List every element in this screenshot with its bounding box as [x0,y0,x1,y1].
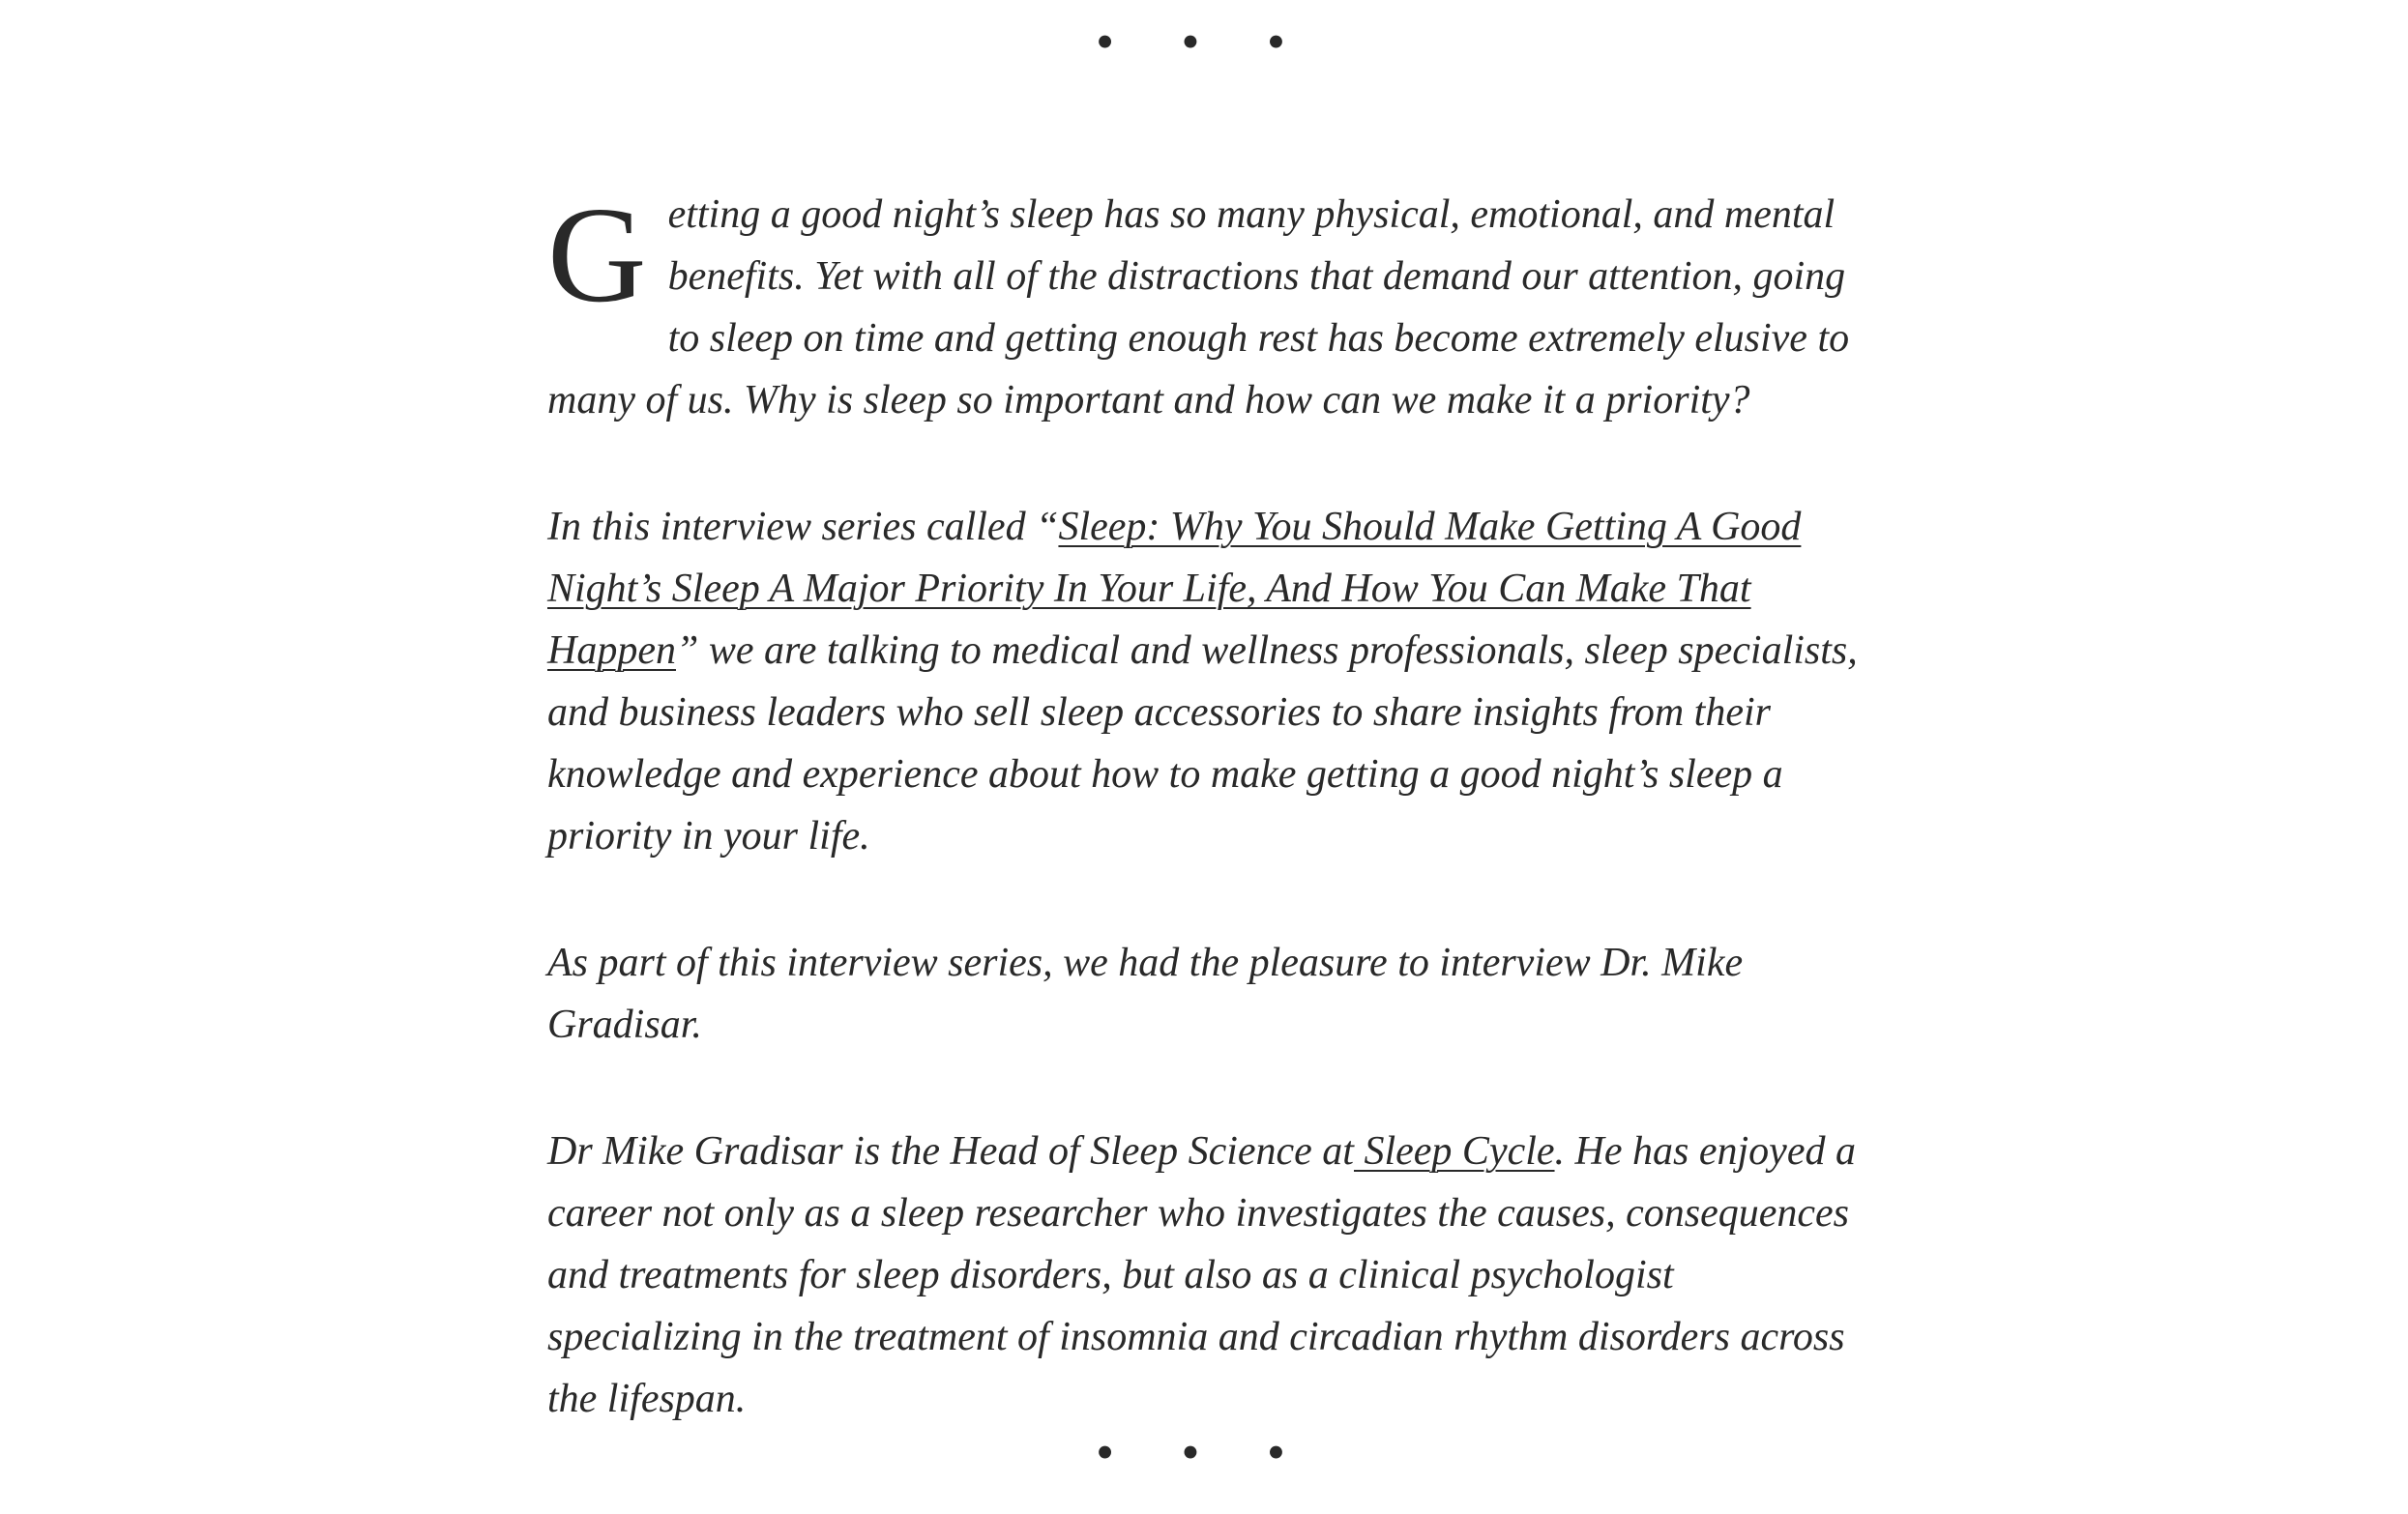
section-separator-top: • • • [1096,13,1312,71]
series-text-before: In this interview series called “ [547,505,1059,549]
article-body [547,178,1872,1430]
guest-intro-paragraph: As part of this interview series, we had the pleasure to interview Dr. Mike Gradisar. [547,941,1744,1047]
bio-text-after: . He has enjoyed a career not only as a sleep researcher who investigates the causes, consequences and treatments for sleep disorders, but also as a clinical psychologist specializing in the treatment of insomnia and circadian rhythm disorders across the lifespan. [547,1129,1856,1421]
section-separator-bottom: • • • [1096,1423,1312,1481]
drop-cap: G [547,178,647,331]
series-title-link[interactable]: Sleep: Why You Should Make Getting A Good Night’s Sleep A Major Priority In Your Life, And How You Can Make That Happen [547,505,1802,673]
intro-paragraph [547,178,1872,431]
bio-text-before: Dr Mike Gradisar is the Head of Sleep Science at [547,1129,1354,1174]
sleep-cycle-link[interactable]: Sleep Cycle [1353,1129,1555,1174]
series-text-after: ” we are talking to medical and wellness professionals, sleep specialists, and business leaders who sell sleep accessories to share insights from their knowledge and experience about how to make getting a good night’s sleep a priority in your life. [547,628,1858,859]
series-paragraph [547,496,1872,867]
intro-text: etting a good night’s sleep has so many physical, emotional, and mental benefits. Yet with all of the distractions that demand our attention, going to sleep on time and getting enough rest has become extremely elusive to many of us. Why is sleep so important and how can we make it a priority? [547,192,1850,422]
bio-paragraph [547,1121,1872,1430]
